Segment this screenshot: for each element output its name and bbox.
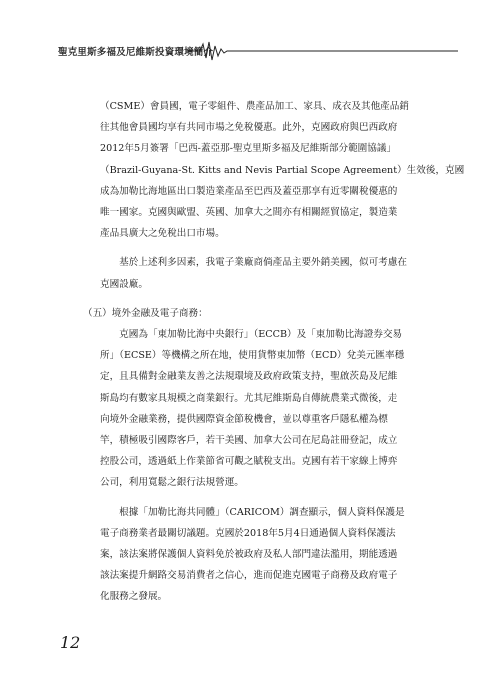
- text-line: 產品具廣大之免稅出口市場。: [100, 228, 225, 240]
- text-line: （CSME）會員國，電子零組件、農產品加工、家具、成衣及其他產品銷: [100, 101, 409, 112]
- text-line: 控股公司，透過紙上作業節省可觀之賦稅支出。克國有若干家線上博弈: [100, 456, 398, 468]
- text-line: 所」（ECSE）等機構之所在地，使用貨幣東加幣（ECD）兌美元匯率穩: [100, 350, 405, 362]
- text-line: 該法案提升網路交易消費者之信心，進而促進克國電子商務及政府電子: [100, 570, 398, 582]
- text-line: 電子商務業者最關切議題。克國於2018年5月4日通過個人資料保護法: [100, 527, 396, 539]
- text-line: 基於上述利多因素，我電子業廠商倘產品主要外銷美國，似可考慮在: [100, 257, 407, 269]
- heartbeat-line-decoration: [186, 40, 458, 62]
- paragraph-data-protection: [100, 502, 422, 608]
- page-body: [83, 96, 465, 608]
- text-line: 2012年5月簽署「巴西-蓋亞那-聖克里斯多福及尼維斯部分範圍協議」: [100, 143, 397, 155]
- section-heading: （五）境外金融及電子商務：: [83, 307, 208, 319]
- page-number: 12: [60, 633, 81, 652]
- running-header: [58, 40, 458, 62]
- text-line: 成為加勒比海地區出口製造業產品至巴西及蓋亞那享有近零關稅優惠的: [100, 185, 398, 197]
- text-line: 公司，利用寬鬆之銀行法規營運。: [100, 477, 244, 489]
- text-line: 唯一國家。克國與歐盟、英國、加拿大之間亦有相關經貿協定，製造業: [100, 207, 398, 219]
- text-line: 化服務之發展。: [100, 591, 168, 603]
- paragraph-csme: [100, 96, 465, 244]
- text-line: 克國為「東加勒比海中央銀行」（ECCB）及「東加勒比海證券交易: [100, 329, 403, 341]
- paragraph-factory-suggestion: [100, 252, 422, 294]
- text-line: 定，且具備對金融業友善之法規環境及政府政策支持，聖啟茨島及尼維: [100, 371, 398, 383]
- text-line: 根據「加勒比海共同體」（CARICOM）調查顯示，個人資料保護是: [100, 506, 405, 518]
- paragraph-offshore-finance: [100, 324, 422, 494]
- text-line: 向境外金融業務，提供國際資金節稅機會，並以尊重客戶隱私權為標: [100, 413, 388, 425]
- header-title: 聖克里斯多福及尼維斯投資環境簡介: [58, 47, 214, 58]
- text-line: 案，該法案將保護個人資料免於被政府及私人部門違法濫用，期能透過: [100, 549, 398, 561]
- text-line: 斯島均有數家具規模之商業銀行。尤其尼維斯島自傳統農業式微後，走: [100, 392, 398, 404]
- text-line: 往其他會員國均享有共同市場之免稅優惠。此外，克國政府與巴西政府: [100, 122, 398, 134]
- text-line: （Brazil-Guyana-St. Kitts and Nevis Partial Scope Agreement）生效後，克國: [100, 164, 465, 176]
- text-line: 克國設廠。: [100, 278, 148, 290]
- text-line: 竿，積極吸引國際客戶，若干美國、加拿大公司在尼島註冊登記，成立: [100, 435, 398, 447]
